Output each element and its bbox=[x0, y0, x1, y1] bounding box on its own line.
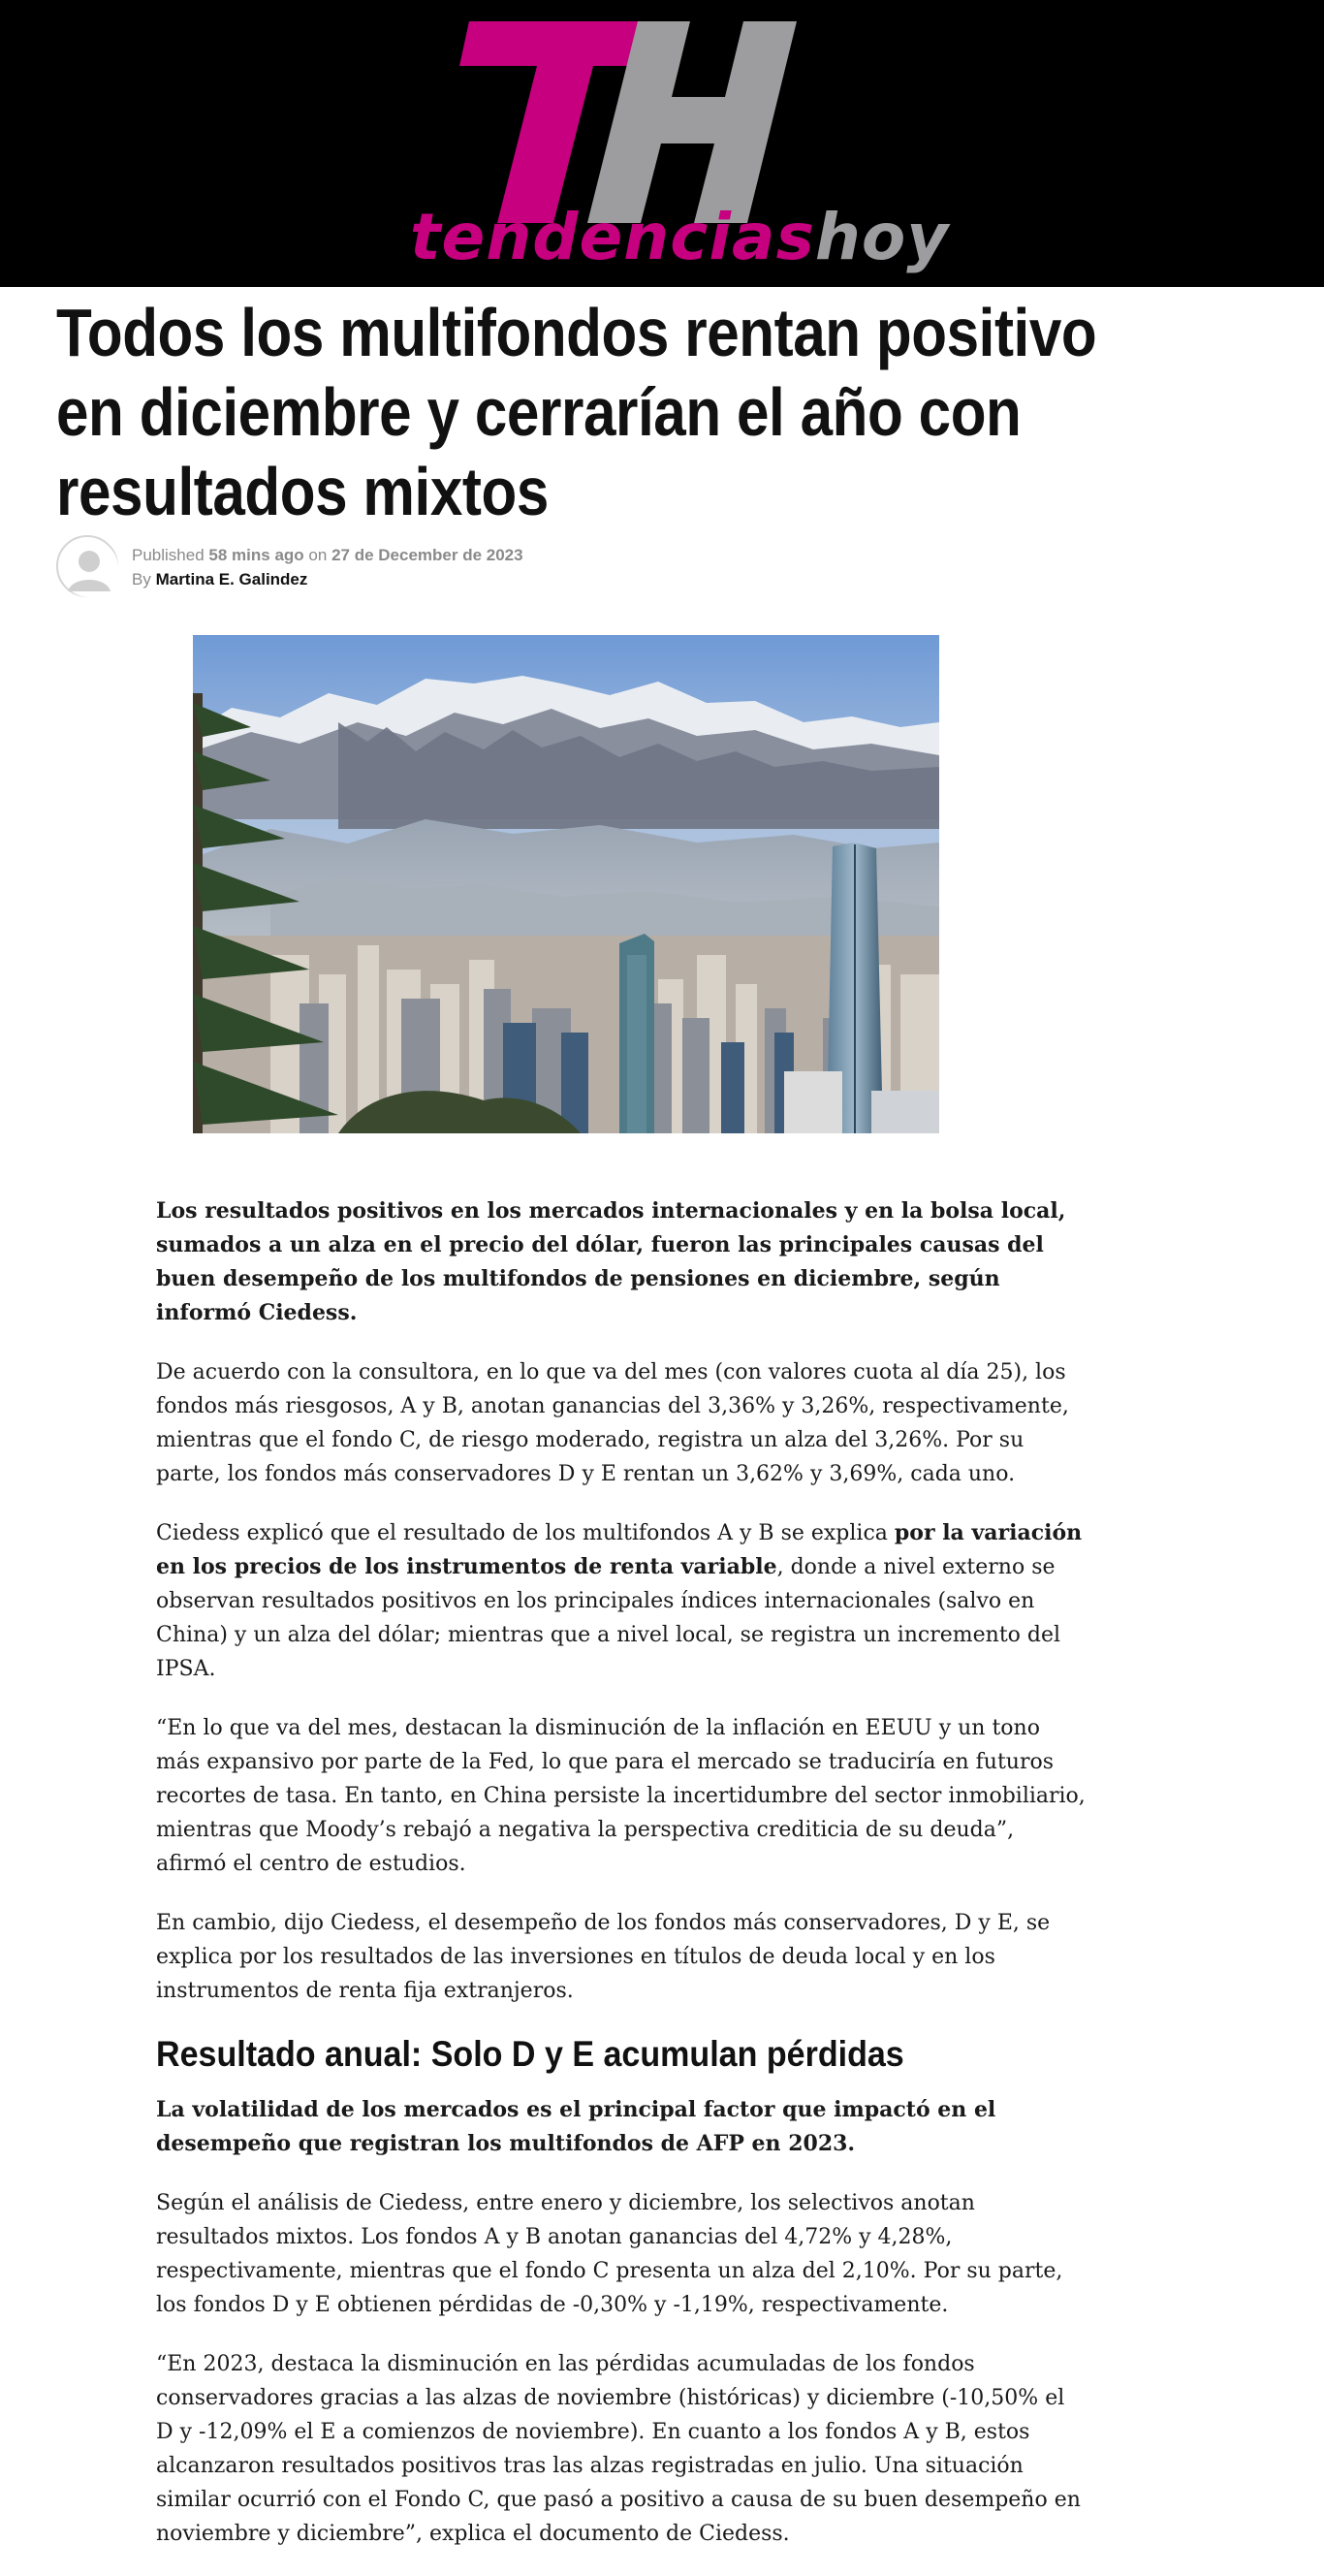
by-label: By bbox=[132, 570, 151, 588]
article-lead: Los resultados positivos en los mercados internacionales y en la bolsa local, sumados a un alza en el precio del dólar, fueron las principales causas del buen desempeño de los multifondos de pensiones en diciembre, según informó Ciedess. bbox=[156, 1198, 1066, 1325]
paragraph-1: De acuerdo con la consultora, en lo que va del mes (con valores cuota al día 25), los fondos más riesgosos, A y B, anotan ganancias del 3,36% y 3,26%, respectivamente, mientras que el fondo C, de riesgo moderado, registra un alza del 3,26%. Por su parte, los fondos más conservadores D y E rentan un 3,62% y 3,69%, cada uno. bbox=[156, 1360, 1069, 1486]
published-prefix: Published bbox=[132, 546, 205, 564]
paragraph-5: Según el análisis de Ciedess, entre enero y diciembre, los selectivos anotan resultados mixtos. Los fondos A y B anotan ganancias del 4,72% y 4,28%, respectivamente, mientras que el fondo C presenta un alza del 2,10%. Por su parte, los fondos D y E obtienen pérdidas de -0,30% y -1,19%, respectivamente. bbox=[156, 2191, 1063, 2317]
publish-line bbox=[132, 543, 523, 567]
article-byline bbox=[56, 535, 735, 599]
paragraph-2-emphasis: por la variación en los precios de los instrumentos de renta variable bbox=[156, 1520, 1083, 1579]
published-on: on bbox=[308, 546, 328, 564]
user-avatar-icon[interactable] bbox=[56, 535, 118, 597]
logo-word-secondary: hoy bbox=[814, 200, 950, 274]
avatar-silhouette bbox=[58, 537, 120, 599]
paragraph-3: “En lo que va del mes, destacan la disminución de la inflación en EEUU y un tono más expansivo por parte de la Fed, lo que para el mercado se traduciría en futuros recortes de tasa. En tanto, en China persiste la incertidumbre del sector inmobiliario, mientras que Moody’s rebajó a negativa la perspectiva crediticia de su deuda”, afirmó el centro de estudios. bbox=[156, 1716, 1086, 1876]
site-header bbox=[0, 0, 1324, 287]
author-link[interactable]: Martina E. Galindez bbox=[155, 570, 308, 588]
author-line bbox=[132, 567, 523, 591]
section-lead: La volatilidad de los mercados es el principal factor que impactó en el desempeño que registran los multifondos de AFP en 2023. bbox=[156, 2097, 996, 2156]
article-body bbox=[156, 1194, 1087, 2576]
paragraph-2-start: Ciedess explicó que el resultado de los multifondos A y B se explica bbox=[156, 1521, 895, 1545]
published-relative: 58 mins ago bbox=[208, 546, 304, 564]
site-logo-link[interactable] bbox=[0, 0, 1324, 287]
logo-word-primary: tendencias bbox=[410, 200, 815, 274]
article-title: Todos los multifondos rentan positivo en diciembre y cerrarían el año con resultados mixtos bbox=[56, 295, 1097, 529]
published-date: 27 de December de 2023 bbox=[331, 546, 523, 564]
hero-image bbox=[193, 635, 939, 1133]
article-meta bbox=[132, 543, 523, 591]
paragraph-6: “En 2023, destaca la disminución en las pérdidas acumuladas de los fondos conservadores gracias a las alzas de noviembre (históricas) y diciembre (-10,50% el D y -12,09% el E a comienzos de noviembre). En cuanto a los fondos A y B, estos alcanzaron resultados positivos tras las alzas registradas en julio. Una situación similar ocurrió con el Fondo C, que pasó a positivo a causa de su buen desempeño en noviembre y diciembre”, explica el documento de Ciedess. bbox=[156, 2352, 1081, 2546]
paragraph-4: En cambio, dijo Ciedess, el desempeño de los fondos más conservadores, D y E, se explica por los resultados de las inversiones en títulos de deuda local y en los instrumentos de renta fija extranjeros. bbox=[156, 1911, 1051, 2003]
section-heading: Resultado anual: Solo D y E acumulan pérdidas bbox=[156, 2034, 904, 2074]
city-photo bbox=[193, 635, 939, 1133]
paragraph-2-end: , donde a nivel externo se observan resultados positivos en los principales índices internacionales (salvo en China) y un alza del dólar; mientras que a nivel local, se registra un incremento del IPSA. bbox=[156, 1555, 1061, 1681]
paragraph-2 bbox=[156, 1516, 1087, 1686]
logo-wordmark bbox=[410, 194, 949, 281]
